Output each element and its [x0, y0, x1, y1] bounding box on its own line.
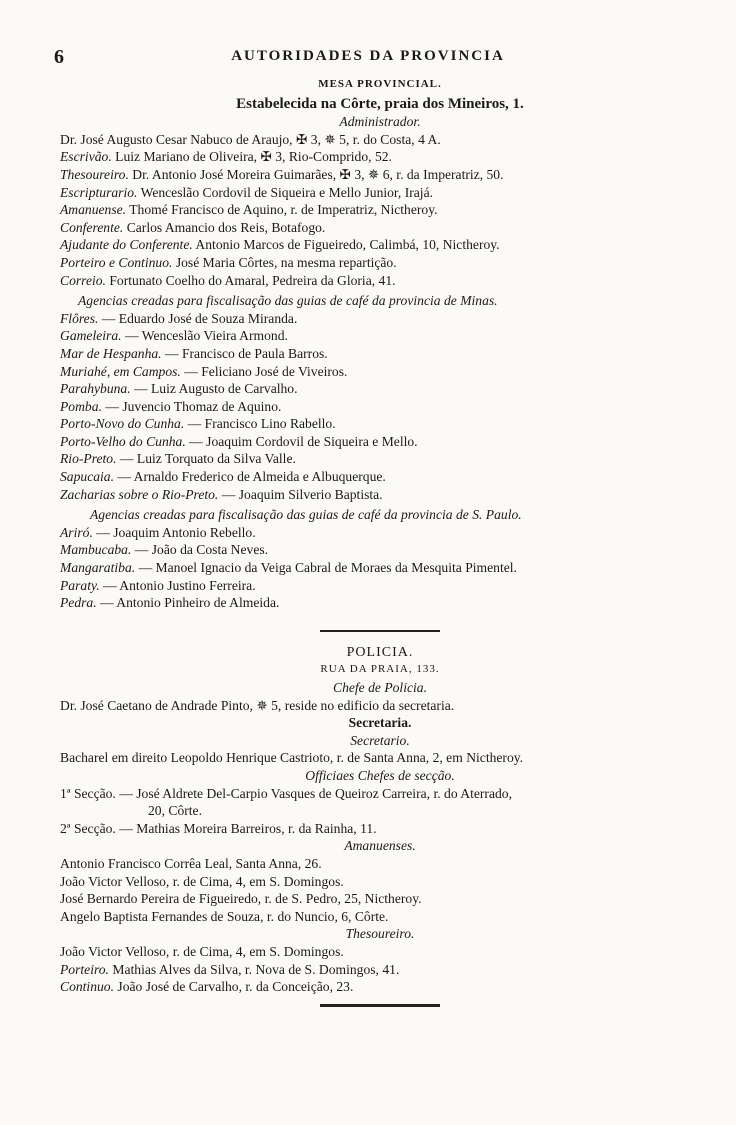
thesoureiro-heading: Thesoureiro. — [345, 926, 415, 942]
minas-agency-text: — Francisco Lino Rabello. — [187, 416, 336, 432]
end-divider — [320, 1004, 440, 1007]
sp-agency-row — [60, 541, 700, 559]
minas-agency-label: Pomba. — [60, 398, 102, 414]
mesa-line-label: Conferente. — [60, 219, 124, 235]
sp-heading: Agencias creadas para fiscalisação das guias de café da provincia de S. Paulo. — [90, 507, 522, 523]
mesa-title: MESA PROVINCIAL. — [318, 78, 442, 90]
seccao1-line — [60, 785, 700, 803]
seccao2-label: 2ª Secção. — [60, 820, 116, 836]
sp-agency-label: Pedra. — [60, 595, 97, 611]
minas-agency-label: Parahybuna. — [60, 381, 131, 397]
minas-agency-label: Zacharias sobre o Rio-Preto. — [60, 486, 219, 502]
secretaria-heading: Secretaria. — [348, 715, 412, 731]
continuo-line — [60, 978, 700, 996]
mesa-line-label: Correio. — [60, 272, 106, 288]
amanuense-line: Angelo Baptista Fernandes de Souza, r. do Nuncio, 6, Côrte. — [60, 908, 389, 924]
minas-agency-label: Gameleira. — [60, 328, 122, 344]
sp-agency-row — [60, 524, 700, 542]
minas-agency-text: — Arnaldo Frederico de Almeida e Albuquerque. — [117, 469, 386, 485]
chefe-heading: Chefe de Policia. — [333, 680, 427, 695]
mesa-line-row — [60, 184, 700, 202]
administrador-heading: Administrador. — [339, 114, 421, 130]
mesa-subtitle: Estabelecida na Côrte, praia dos Mineiros, 1. — [236, 95, 524, 112]
mesa-line-text: Wenceslão Cordovil de Siqueira e Mello Junior, Irajá. — [140, 184, 434, 200]
mesa-line-label: Escripturario. — [60, 184, 138, 200]
minas-agency-row — [60, 310, 700, 328]
sp-agency-text: — Manoel Ignacio da Veiga Cabral de Moraes da Mesquita Pimentel. — [138, 560, 517, 576]
minas-agency-label: Flôres. — [60, 310, 99, 326]
policia-address: RUA DA PRAIA, 133. — [320, 663, 440, 676]
minas-agency-text: — Francisco de Paula Barros. — [164, 345, 328, 361]
minas-agency-row — [60, 363, 700, 381]
sp-list — [60, 524, 700, 612]
sp-agency-label: Mambucaba. — [60, 542, 132, 558]
mesa-line-label: Thesoureiro. — [60, 166, 129, 182]
mesa-line-row — [60, 131, 700, 149]
mesa-line-row — [60, 236, 700, 254]
thesoureiro-line: João Victor Velloso, r. de Cima, 4, em S. Domingos. — [60, 943, 344, 959]
page-number: 6 — [54, 46, 64, 68]
mesa-line-label: Ajudante do Conferente. — [60, 237, 193, 253]
minas-agency-row — [60, 486, 700, 504]
minas-agency-row — [60, 380, 700, 398]
mesa-line-text: José Maria Côrtes, na mesma repartição. — [175, 254, 397, 270]
continuo-text: João José de Carvalho, r. da Conceição, 23. — [117, 979, 354, 995]
porteiro-text: Mathias Alves da Silva, r. Nova de S. Domingos, 41. — [112, 961, 400, 977]
mesa-line-row — [60, 148, 700, 166]
sp-agency-row — [60, 577, 700, 595]
amanuense-line: José Bernardo Pereira de Figueiredo, r. de S. Pedro, 25, Nictheroy. — [60, 891, 422, 907]
minas-agency-text: — Feliciano José de Viveiros. — [184, 363, 348, 379]
sp-agency-text: — Antonio Justino Ferreira. — [103, 577, 256, 593]
minas-agency-text: — Luiz Augusto de Carvalho. — [134, 381, 298, 397]
minas-agency-text: — Luiz Torquato da Silva Valle. — [119, 451, 296, 467]
seccao2-line — [60, 820, 700, 838]
secretario-heading: Secretario. — [350, 732, 410, 748]
minas-agency-row — [60, 433, 700, 451]
chefe-line: Dr. José Caetano de Andrade Pinto, ✵ 5, reside no edificio da secretaria. — [60, 697, 455, 713]
sp-agency-row — [60, 559, 700, 577]
mesa-line-label: Amanuense. — [60, 202, 127, 218]
sp-agency-label: Mangaratiba. — [60, 560, 136, 576]
minas-agency-label: Porto-Novo do Cunha. — [60, 416, 185, 432]
minas-agency-text: — Joaquim Cordovil de Siqueira e Mello. — [189, 433, 418, 449]
mesa-line-label: Dr. — [60, 131, 77, 147]
seccao1-label: 1ª Secção. — [60, 785, 116, 801]
minas-agency-row — [60, 468, 700, 486]
minas-agency-row — [60, 415, 700, 433]
porteiro-line — [60, 961, 700, 979]
seccao1-cont: 20, Côrte. — [148, 803, 202, 819]
sp-agency-text: — João da Costa Neves. — [134, 542, 269, 558]
minas-agency-label: Sapucaia. — [60, 469, 114, 485]
section-divider — [320, 630, 440, 632]
mesa-line-text: Carlos Amancio dos Reis, Botafogo. — [126, 219, 326, 235]
amanuenses-heading: Amanuenses. — [344, 838, 416, 854]
minas-list — [60, 310, 700, 504]
mesa-line-row — [60, 254, 700, 272]
mesa-line-text: Luiz Mariano de Oliveira, ✠ 3, Rio-Comprido, 52. — [115, 149, 392, 165]
porteiro-label: Porteiro. — [60, 961, 109, 977]
amanuense-line: Antonio Francisco Corrêa Leal, Santa Anna, 26. — [60, 855, 322, 871]
sp-agency-label: Paraty. — [60, 577, 100, 593]
sp-agency-row — [60, 594, 700, 612]
mesa-line-text: Thomé Francisco de Aquino, r. de Imperatriz, Nictheroy. — [129, 202, 438, 218]
sp-agency-label: Ariró. — [60, 524, 93, 540]
minas-agency-row — [60, 450, 700, 468]
mesa-line-label: Escrivão. — [60, 149, 112, 165]
mesa-line-label: Porteiro e Continuo. — [60, 254, 173, 270]
minas-agency-label: Mar de Hespanha. — [60, 345, 162, 361]
minas-agency-row — [60, 345, 700, 363]
mesa-line-text: Fortunato Coelho do Amaral, Pedreira da Gloria, 41. — [109, 272, 396, 288]
sp-agency-text: — Joaquim Antonio Rebello. — [96, 524, 256, 540]
policia-title: POLICIA. — [346, 644, 414, 660]
secretario-line: Bacharel em direito Leopoldo Henrique Castrioto, r. de Santa Anna, 2, em Nictheroy. — [60, 750, 524, 766]
mesa-line-row — [60, 219, 700, 237]
seccao1-text: — José Aldrete Del-Carpio Vasques de Queiroz Carreira, r. do Aterrado, — [119, 785, 512, 801]
mesa-line-text: Antonio Marcos de Figueiredo, Calimbá, 10, Nictheroy. — [195, 237, 500, 253]
mesa-line-row — [60, 166, 700, 184]
mesa-line-text: José Augusto Cesar Nabuco de Araujo, ✠ 3, ✵ 5, r. do Costa, 4 A. — [80, 131, 441, 147]
running-head: AUTORIDADES DA PROVINCIA — [231, 48, 505, 64]
mesa-line-text: Dr. Antonio José Moreira Guimarães, ✠ 3, ✵ 6, r. da Imperatriz, 50. — [132, 166, 504, 182]
minas-agency-text: — Juvencio Thomaz de Aquino. — [105, 398, 282, 414]
mesa-lines — [60, 131, 700, 289]
sp-agency-text: — Antonio Pinheiro de Almeida. — [100, 595, 280, 611]
amanuense-line: João Victor Velloso, r. de Cima, 4, em S. Domingos. — [60, 873, 344, 889]
minas-agency-label: Muriahé, em Campos. — [60, 363, 181, 379]
minas-agency-row — [60, 398, 700, 416]
mesa-line-row — [60, 272, 700, 290]
minas-agency-label: Rio-Preto. — [60, 451, 117, 467]
mesa-line-row — [60, 201, 700, 219]
minas-agency-text: — Joaquim Silverio Baptista. — [221, 486, 383, 502]
amanuenses-list — [60, 855, 700, 925]
officiaes-heading: Officiaes Chefes de secção. — [305, 767, 455, 783]
minas-heading: Agencias creadas para fiscalisação das guias de café da provincia de Minas. — [78, 293, 498, 309]
minas-agency-label: Porto-Velho do Cunha. — [60, 433, 186, 449]
minas-agency-text: — Eduardo José de Souza Miranda. — [101, 310, 298, 326]
minas-agency-row — [60, 327, 700, 345]
page-body — [60, 76, 700, 1007]
minas-agency-text: — Wenceslão Vieira Armond. — [124, 328, 288, 344]
continuo-label: Continuo. — [60, 979, 115, 995]
seccao2-text: — Mathias Moreira Barreiros, r. da Rainha, 11. — [119, 820, 377, 836]
